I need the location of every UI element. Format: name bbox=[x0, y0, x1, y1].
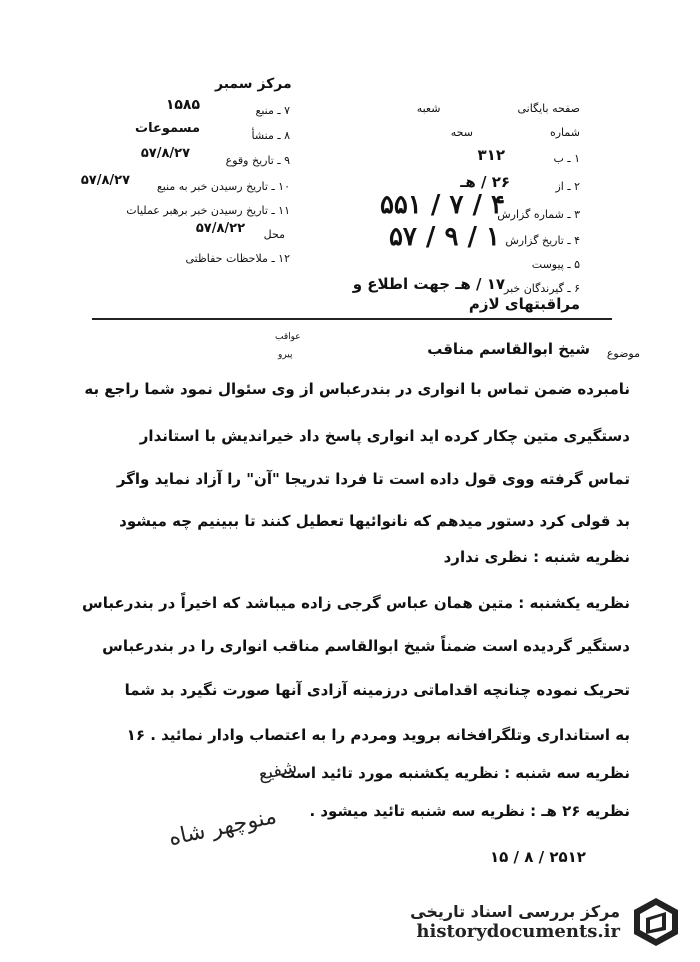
body-line-7: دستگیر گردیده است ضمناً شیخ ابوالقاسم مناقب انواری را در بندرعباس bbox=[102, 637, 630, 655]
archive-label: صفحه بایگانی شعبه bbox=[416, 102, 580, 115]
form-right-6: ۶ ـ گیرندگان خبر bbox=[504, 282, 580, 295]
form-left-9: ۹ ـ تاریخ وقوع bbox=[225, 154, 290, 167]
number-label: شماره سحه bbox=[450, 126, 580, 139]
form-left-8: ۸ ـ منشأ bbox=[251, 129, 290, 142]
subject-side-note-2: پیرو bbox=[278, 350, 293, 360]
body-line-8: تحریک نموده چنانچه اقداماتی درزمینه آزادی آنها صورت نگیرد بد شما bbox=[124, 681, 630, 699]
body-line-6: نظریه یکشنبه : متین همان عباس گرجی زاده میباشد که اخیراً در بندرعباس bbox=[82, 594, 630, 612]
form-left-location: محل bbox=[263, 228, 285, 241]
body-sign: شفیع bbox=[256, 756, 299, 785]
form-right-1-value: ۳۱۲ bbox=[477, 146, 505, 164]
handwritten-signature: منوچهر شاه bbox=[166, 803, 279, 852]
footer-number: ۲۵۱۲ / ۸ / ۱۵ bbox=[490, 848, 586, 866]
form-left-7: ۷ ـ منبع bbox=[255, 104, 290, 117]
form-right-2: ۲ ـ از bbox=[555, 180, 580, 193]
watermark-en: historydocuments.ir bbox=[416, 921, 620, 942]
body-line-5: نظریه شنبه : نظری ندارد bbox=[443, 548, 630, 566]
body-line-11: نظریه ۲۶ هـ : نظریه سه شنبه تائید میشود . bbox=[309, 802, 630, 820]
form-right-6-value: ۱۷ / هـ جهت اطلاع و bbox=[352, 275, 505, 293]
watermark-text bbox=[410, 902, 620, 942]
form-right-2-value: ۲۶ / هـ bbox=[460, 173, 510, 191]
form-right-tail: مراقبتهای لازم bbox=[468, 295, 580, 313]
form-left-10-value: ۵۷/۸/۲۷ bbox=[80, 173, 130, 188]
archive-logo-icon bbox=[630, 896, 682, 948]
body-line-3: تماس گرفته ووی قول داده است تا فردا تدریجا "آن" را آزاد نماید واگر bbox=[116, 470, 630, 488]
body-line-9: به استانداری وتلگرافخانه بروید ومردم را به اعتصاب وادار نمائید . ۱۶ bbox=[126, 726, 630, 744]
form-right-3-value: ۵۵۱ / ۷ / ۴ bbox=[379, 190, 505, 220]
body-line-1: نامبرده ضمن تماس با انواری در بندرعباس از وی سئوال نمود شما راجع به bbox=[84, 380, 630, 398]
subject-value: شیخ ابوالقاسم مناقب bbox=[427, 340, 590, 358]
form-right-1: ۱ ـ ب bbox=[553, 152, 580, 165]
top-stamp: مرکز سمبر bbox=[215, 76, 292, 92]
form-left-11: ۱۱ ـ تاریخ رسیدن خبر برهبر عملیات bbox=[126, 204, 290, 217]
subject-side-note-1: عواقب bbox=[275, 332, 301, 342]
form-left-9-value: ۵۷/۸/۲۷ bbox=[140, 146, 190, 161]
form-right-4: ۴ ـ تاریخ گزارش bbox=[505, 234, 580, 247]
form-right-5: ۵ ـ پیوست bbox=[531, 258, 580, 271]
form-right-4-value: ۵۷ / ۹ / ۱ bbox=[388, 222, 500, 252]
body-line-10: نظریه سه شنبه : نظریه یکشنبه مورد تائید است bbox=[280, 764, 630, 782]
form-right-3: ۳ ـ شماره گزارش bbox=[497, 208, 580, 221]
form-left-12: ۱۲ ـ ملاحظات حفاظتی bbox=[185, 252, 290, 265]
watermark bbox=[410, 896, 682, 948]
form-left-location-value: ۵۷/۸/۲۲ bbox=[195, 221, 245, 236]
watermark-fa: مرکز بررسی اسناد تاریخی bbox=[410, 902, 620, 921]
header-divider bbox=[92, 318, 612, 320]
form-left-8-value: مسموعات bbox=[135, 121, 200, 136]
body-line-4: بد قولی کرد دستور میدهم که نانوائیها تعطیل کنند تا ببینیم چه میشود bbox=[119, 512, 630, 530]
subject-label: موضوع bbox=[606, 347, 640, 360]
form-left-10: ۱۰ ـ تاریخ رسیدن خبر به منبع bbox=[156, 180, 290, 193]
form-left-7-value: ۱۵۸۵ bbox=[165, 97, 200, 113]
body-line-2: دستگیری متین چکار کرده اید انواری پاسخ داد خیراندیش با استاندار bbox=[139, 427, 630, 445]
